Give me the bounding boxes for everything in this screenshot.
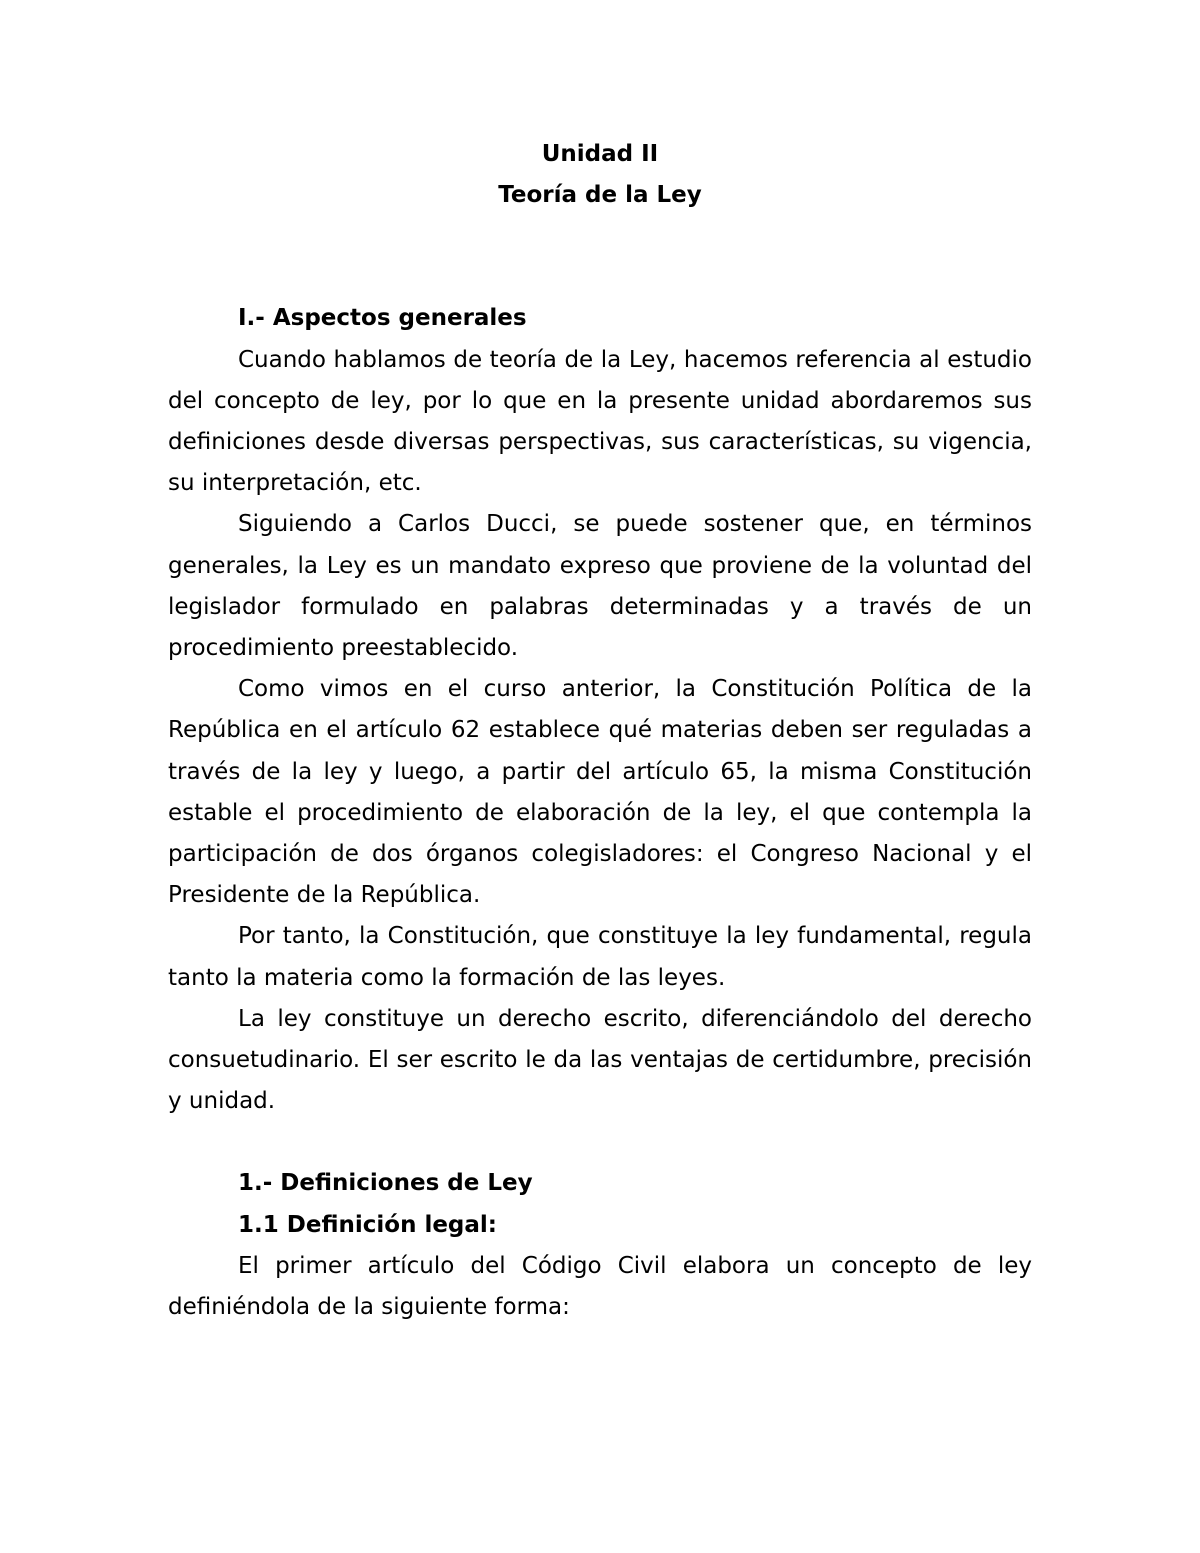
paragraph: Como vimos en el curso anterior, la Constitución Política de la República en el artículo 62 establece qué materias deben ser reguladas a través de la ley y luego, a partir del artículo 65, la misma Constitución estable el procedimiento de elaboración de la ley, el que contempla la participación de dos órganos colegisladores: el Congreso Nacional y el Presidente de la República. (168, 676, 1032, 909)
paragraph: Cuando hablamos de teoría de la Ley, hacemos referencia al estudio del concepto de ley, por lo que en la presente unidad abordaremos sus definiciones desde diversas perspectivas, sus características, su vigencia, su interpretación, etc. (168, 346, 1032, 497)
subsection-heading-definicion-legal: 1.1 Definición legal: (238, 1211, 497, 1238)
unit-subtitle: Teoría de la Ley (498, 182, 702, 209)
paragraph: Por tanto, la Constitución, que constituye la ley fundamental, regula tanto la materia como la formación de las leyes. (168, 923, 1032, 991)
section-heading-definiciones: 1.- Definiciones de Ley (238, 1170, 533, 1197)
paragraph: Siguiendo a Carlos Ducci, se puede sostener que, en términos generales, la Ley es un mandato expreso que proviene de la voluntad del legislador formulado en palabras determinadas y a través de un procedimiento preestablecido. (168, 511, 1032, 662)
paragraph: El primer artículo del Código Civil elabora un concepto de ley definiéndola de la siguiente forma: (168, 1252, 1032, 1321)
spacer (168, 1122, 1032, 1163)
spacer (168, 216, 1032, 298)
unit-title: Unidad II (541, 141, 659, 167)
paragraph: La ley constituye un derecho escrito, diferenciándolo del derecho consuetudinario. El ser escrito le da las ventajas de certidumbre, precisión y unidad. (168, 1005, 1032, 1115)
document-page (168, 134, 1032, 1328)
section-heading-aspectos: I.- Aspectos generales (238, 305, 527, 332)
